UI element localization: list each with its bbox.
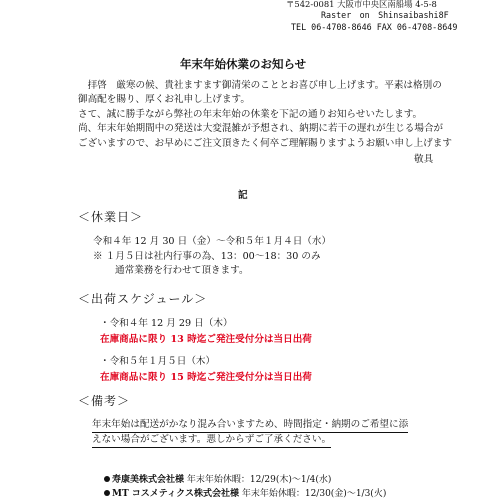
holiday-note-line-1: ※ １月５日は社内行事の為、13：00～18：30 のみ (93, 251, 321, 262)
holiday-period: 令和４年 12 月 30 日（金）～令和５年１月４日（水） (93, 236, 332, 247)
greeting-line-5: ございますので、お早めにご注文頂きたく何卒ご理解賜りますようお願い申し上げます (78, 138, 452, 149)
address-line: 〒542-0081 大阪市中央区南船場 4-5-8 (286, 0, 437, 9)
shipping-item-1-date: ・令和４年 12 月 29 日（木） (100, 318, 233, 329)
remarks-line-2: えない場合がございます。悪しからずご了承ください。 (92, 433, 331, 448)
remarks-heading: ＜備考＞ (78, 394, 131, 408)
company-1-name: 寿康美株式会社様 (112, 475, 185, 485)
building-line: Raster on Shinsaibashi8F (321, 10, 449, 20)
page-title: 年末年始休業のお知らせ (180, 57, 307, 71)
bullet-icon (104, 490, 110, 496)
shipping-heading: ＜出荷スケジュール＞ (78, 292, 208, 306)
company-row-2 (104, 486, 386, 499)
shipping-item-1-note: 在庫商品に限り 13 時迄ご発注受付分は当日出荷 (100, 334, 312, 345)
holiday-note-line-2: 通常業務を行わせて頂きます。 (115, 265, 249, 276)
bullet-icon (104, 476, 110, 482)
company-row-1 (104, 472, 331, 485)
shipping-item-2-note: 在庫商品に限り 15 時迄ご発注受付分は当日出荷 (100, 372, 312, 383)
greeting-line-4: 尚、年末年始期間中の発送は大変混雑が予想され、納期に若干の遅れが生じる場合が (78, 123, 444, 134)
closing-text: 敬具 (414, 154, 434, 165)
tel-fax-line: TEL 06-4708-8646 FAX 06-4708-8649 (291, 22, 458, 32)
company-2-info: 年末年始休暇：12/30(金)～1/3(火) (241, 489, 387, 499)
holiday-heading: ＜休業日＞ (78, 210, 144, 224)
greeting-line-3: さて、誠に勝手ながら弊社の年末年始の休業を下記の通りお知らせいたします。 (78, 109, 423, 120)
greeting-line-2: 御高配を賜り、厚くお礼申し上げます。 (78, 94, 250, 105)
company-2-name: MT コスメティクス株式会社様 (112, 489, 239, 499)
greeting-line-1: 拝啓 厳寒の候、貴社ますます御清栄のこととお喜び申し上げます。平素は格別の (78, 80, 442, 91)
company-1-info: 年末年始休暇：12/29(木)～1/4(水) (186, 475, 332, 485)
ki-mark: 記 (238, 190, 248, 201)
shipping-item-2-date: ・令和５年１月５日（木） (100, 356, 216, 367)
remarks-line-1: 年末年始は配送がかなり混み合いますため、時間指定・納期のご希望に添 (92, 418, 408, 433)
